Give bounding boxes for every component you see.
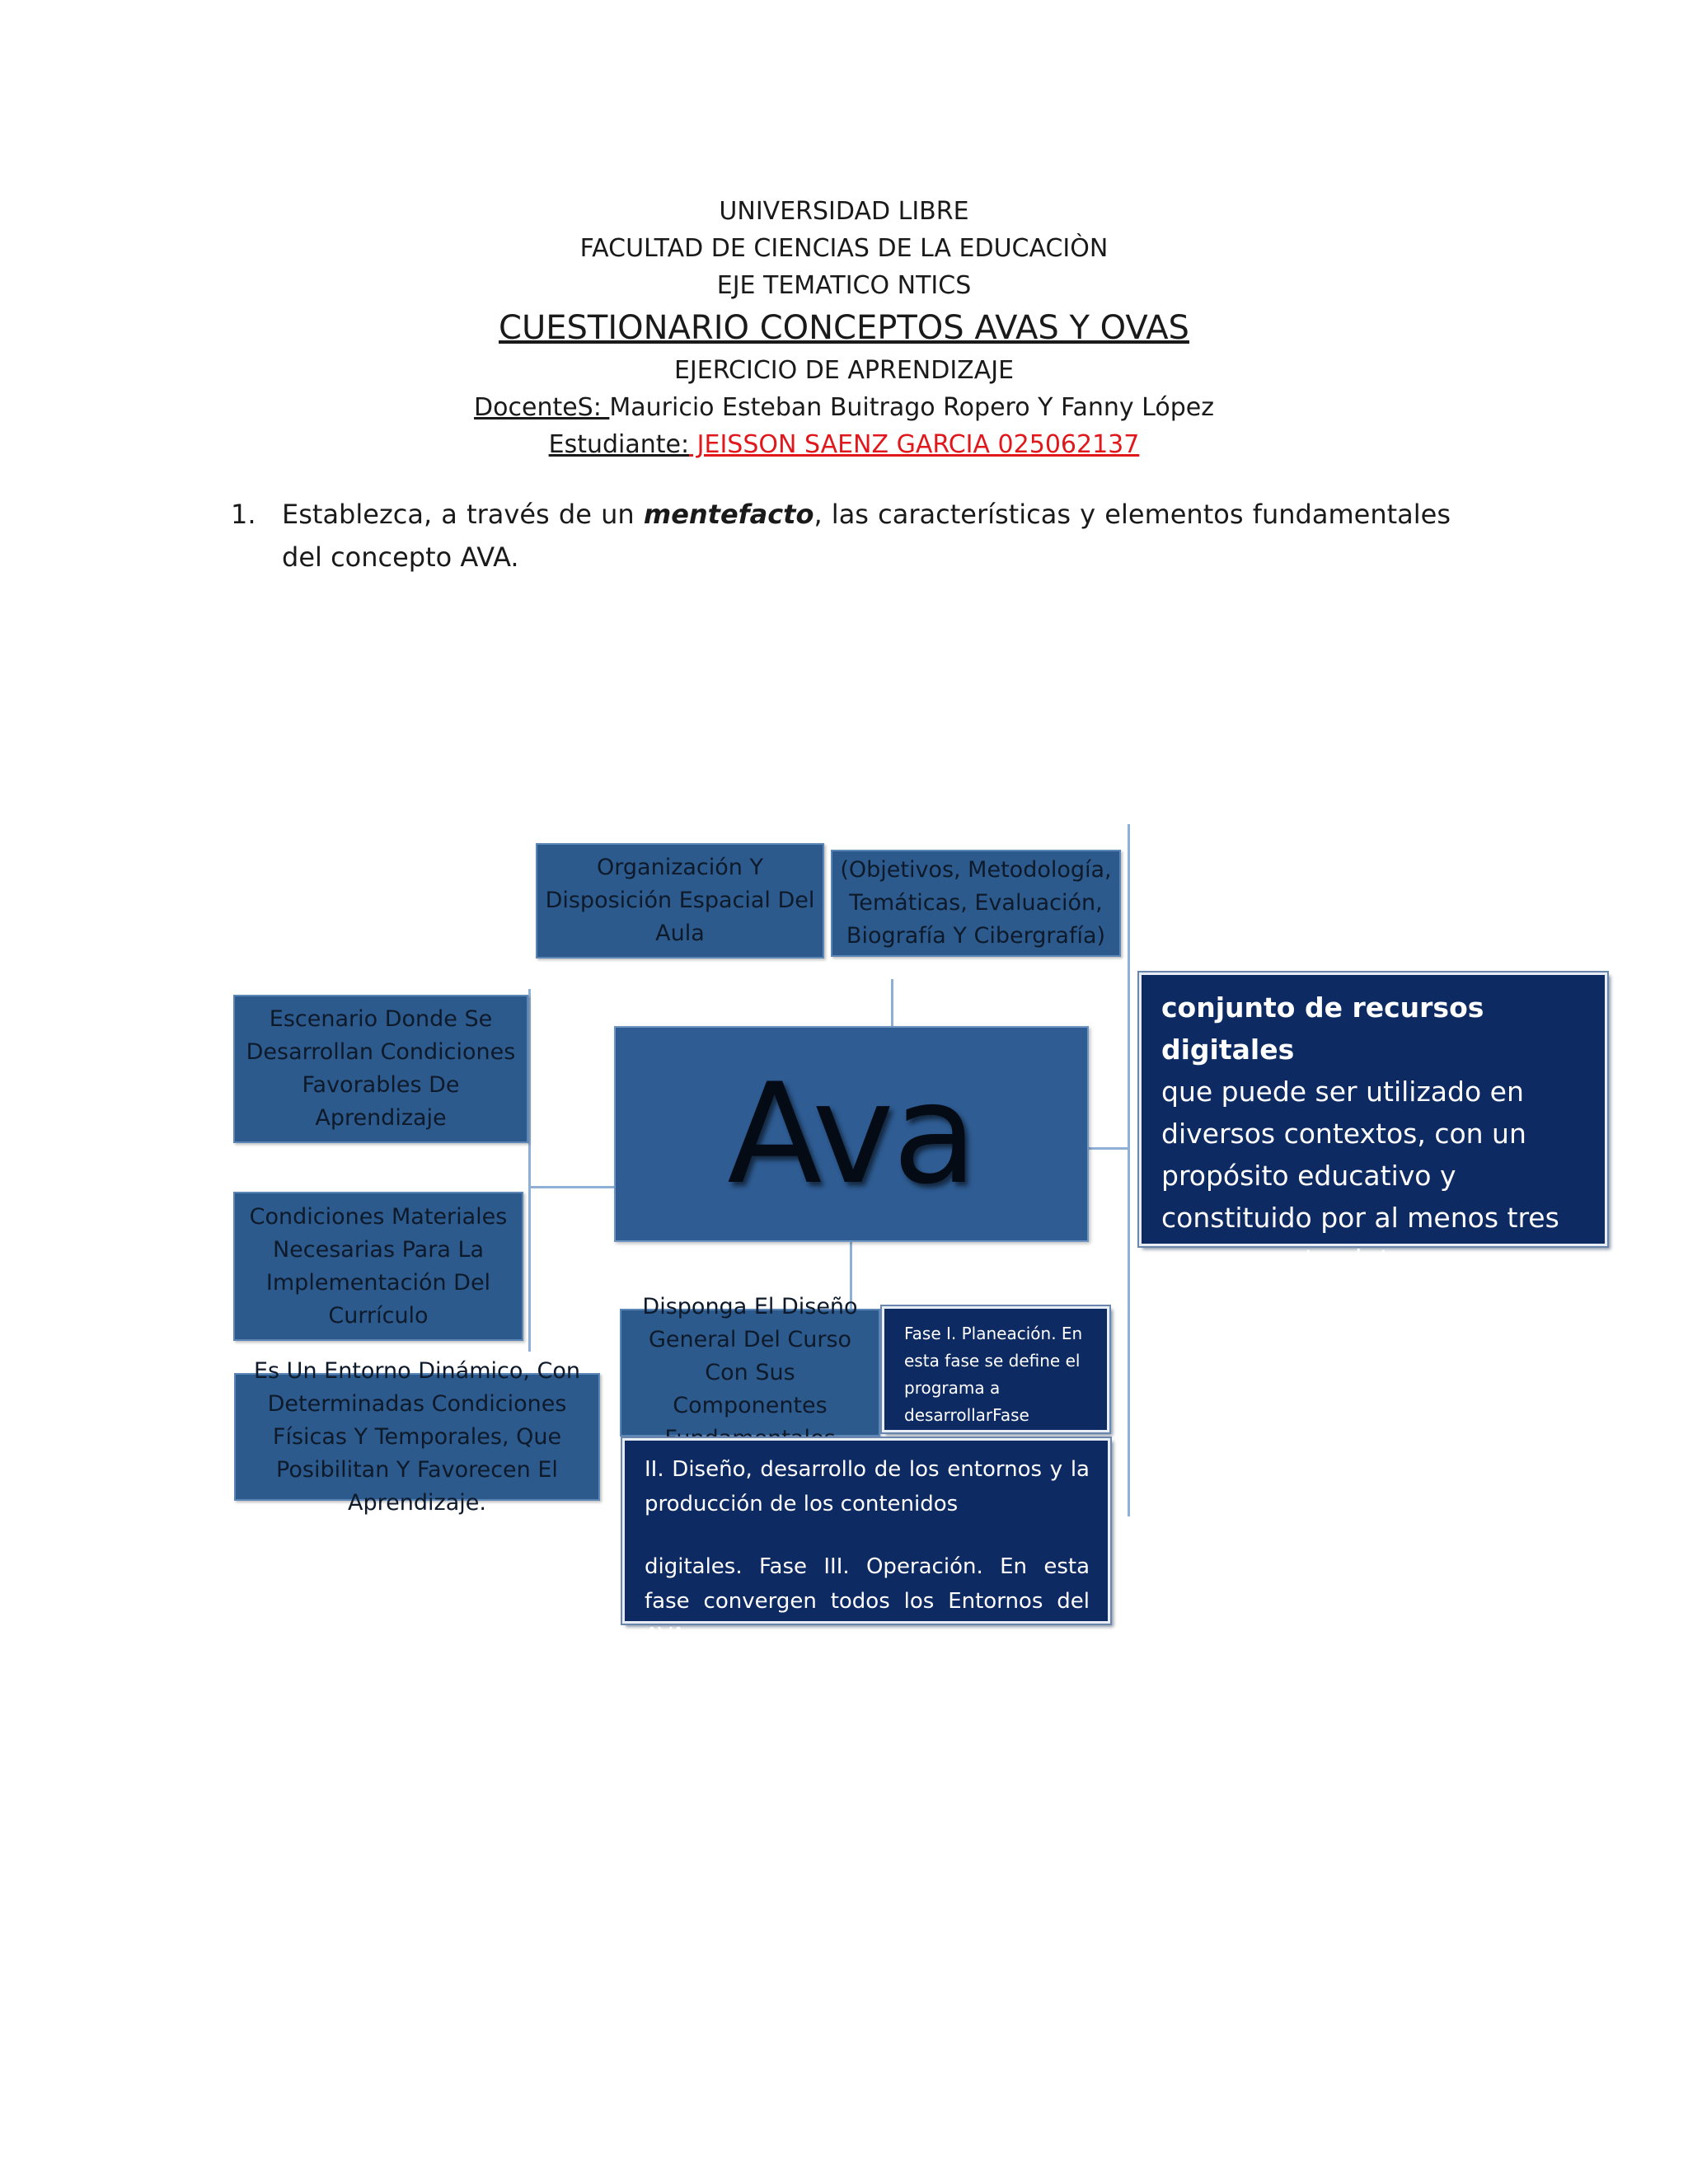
exercise-label: EJERCICIO DE APRENDIZAJE xyxy=(673,356,1015,385)
node-top-left xyxy=(536,843,824,958)
university-name: UNIVERSIDAD LIBRE xyxy=(719,197,969,226)
definition-bold: conjunto de recursos digitales xyxy=(1161,991,1484,1066)
node-top-right-label: (Objetivos, Metodología, Temáticas, Evaluación, Biografía Y Cibergrafía) xyxy=(840,857,1112,949)
question-number: 1. xyxy=(231,499,256,530)
question-text xyxy=(282,493,1451,579)
question-keyword: mentefacto xyxy=(643,499,814,530)
center-node xyxy=(614,1026,1089,1242)
teachers-names: Mauricio Esteban Buitrago Ropero Y Fanny López xyxy=(609,393,1214,422)
node-bottom xyxy=(620,1293,880,1436)
center-node-label: Ava xyxy=(727,1053,976,1215)
phase-2-text-a: II. Diseño, desarrollo de los entornos y la producción de los contenidos xyxy=(645,1457,1090,1516)
node-left-2-label: Condiciones Materiales Necesarias Para La Implementación Del Currículo xyxy=(249,1203,508,1329)
phase-1-text: Fase I. Planeación. En esta fase se define el programa a desarrollarFase xyxy=(904,1324,1083,1425)
definition-box xyxy=(1139,972,1607,1276)
connector-center-right xyxy=(1088,1147,1129,1150)
node-left-1 xyxy=(233,995,528,1143)
question-text-end: , las características y elementos fundamentales del concepto AVA. xyxy=(282,499,1451,573)
teachers-label: DocenteS: xyxy=(474,393,610,422)
student-name: JEISSON SAENZ GARCIA 025062137 xyxy=(689,430,1140,459)
connector-center-top xyxy=(891,979,893,1027)
node-bottom-label: Disponga El Diseño General Del Curso Con Sus Componentes xyxy=(642,1293,858,1418)
node-left-1-label: Escenario Donde Se Desarrollan Condiciones Favorables De Aprendizaje xyxy=(246,1006,516,1131)
phase-1-box xyxy=(882,1306,1109,1432)
definition-text: que puede ser utilizado en diversos contextos, con un propósito educativo y constituido por al menos tres componentes internos xyxy=(1161,1076,1559,1276)
phase-2-box xyxy=(622,1438,1110,1648)
node-left-3 xyxy=(234,1357,600,1516)
node-left-3-label: Es Un Entorno Dinámico, Con Determinadas Condiciones Físicas Y Temporales, Que Posibilitan Y Favorecen El Aprendizaje. xyxy=(253,1357,581,1516)
student-label: Estudiante: xyxy=(548,430,690,459)
page-title: CUESTIONARIO CONCEPTOS AVAS Y OVAS xyxy=(499,309,1189,347)
connector-right-vertical xyxy=(1128,824,1130,1516)
student-line xyxy=(0,429,1688,462)
connector-center-left xyxy=(530,1186,615,1188)
faculty-name: FACULTAD DE CIENCIAS DE LA EDUCACIÒN xyxy=(579,234,1109,263)
thematic-axis: EJE TEMATICO NTICS xyxy=(716,271,972,300)
node-left-2 xyxy=(233,1192,523,1341)
connector-left-vertical xyxy=(528,989,531,1352)
node-top-right xyxy=(831,850,1121,957)
question-text-start: Establezca, a través de un xyxy=(282,499,644,530)
node-top-left-label: Organización Y Disposición Espacial Del Aula xyxy=(545,855,815,946)
phase-2-text-b: digitales. Fase III. Operación. En esta fase convergen todos los Entornos del AVA xyxy=(645,1554,1090,1648)
teachers-line xyxy=(0,391,1688,424)
